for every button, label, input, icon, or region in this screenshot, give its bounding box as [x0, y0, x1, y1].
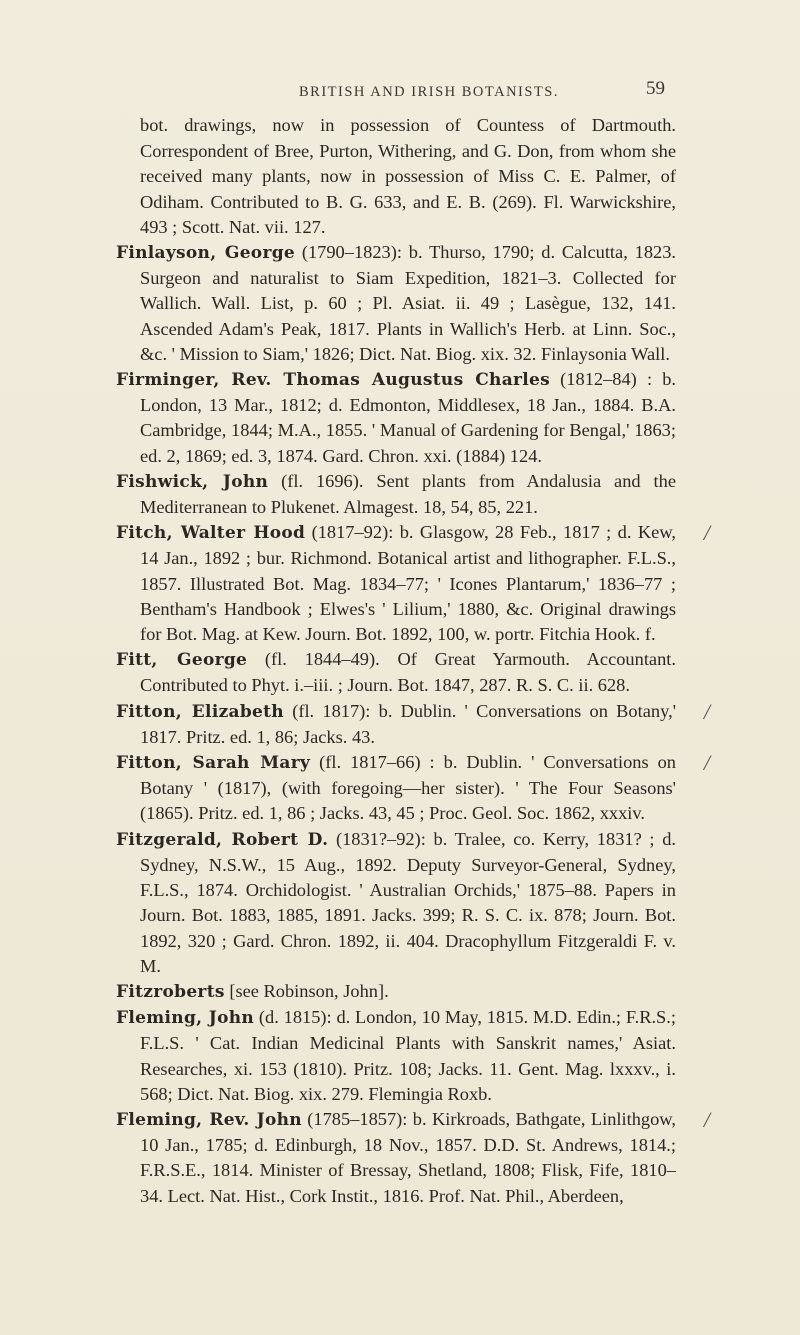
- entry-headword: Firminger, Rev. Thomas Augustus Charles: [116, 370, 551, 391]
- entry-headword: Fitt, George: [116, 650, 248, 671]
- entry-headword: Fleming, Rev. John: [116, 1109, 302, 1130]
- entry-firminger: [116, 367, 676, 469]
- entry-headword: Fitzgerald, Robert D.: [116, 829, 329, 850]
- entry-text: (1812–84) : b. London, 13 Mar., 1812; d. Edmonton, Middlesex, 18 Jan., 1884. B.A. Cambridge, 1844; M.A., 1855. ' Manual of Gardening for Bengal,' 1863; ed. 2, 1869; ed. 3, 1874. Gard. Chron. xxi. (1884) 124.: [140, 369, 676, 466]
- check-mark-icon: /: [703, 698, 710, 724]
- check-mark-icon: /: [703, 520, 710, 546]
- entry-fitton-elizabeth: [116, 698, 710, 750]
- check-mark-icon: /: [703, 750, 710, 776]
- entry-finlayson: [116, 240, 676, 367]
- entry-text: (fl. 1844–49). Of Great Yarmouth. Accountant. Contributed to Phyt. i.–iii. ; Journ. Bot. 1847, 287. R. S. C. ii. 628.: [140, 649, 676, 696]
- check-mark-icon: /: [703, 1106, 710, 1132]
- entry-headword: Fishwick, John: [116, 471, 269, 492]
- entry-text: [see Robinson, John].: [224, 980, 389, 1001]
- entry-list: [116, 113, 710, 1209]
- entry-fitzroberts: [116, 979, 676, 1005]
- entry-text: (1790–1823): b. Thurso, 1790; d. Calcutta, 1823. Surgeon and naturalist to Siam Expedition, 1821–3. Collected for Wallich. Wall. List, p. 60 ; Pl. Asiat. ii. 49 ; Lasègue, 132, 141. Ascended Adam's Peak, 1817. Plants in Wallich's Herb. at Linn. Soc., &c. ' Mission to Siam,' 1826; Dict. Nat. Biog. xix. 32. Finlaysonia Wall.: [140, 242, 676, 364]
- entry-headword: Fitton, Sarah Mary: [116, 753, 311, 774]
- entry-text: (d. 1815): d. London, 10 May, 1815. M.D. Edin.; F.R.S.; F.L.S. ' Cat. Indian Medicinal Plants with Sanskrit names,' Asiat. Researches, xi. 153 (1810). Pritz. 108; Jacks. 11. Gent. Mag. lxxxv., i. 568; Dict. Nat. Biog. xix. 279. Flemingia Roxb.: [140, 1007, 676, 1104]
- entry-fleming-rev-john: [116, 1106, 710, 1209]
- entry-continued: [116, 113, 676, 240]
- entry-fitt: [116, 647, 676, 698]
- running-head: BRITISH AND IRISH BOTANISTS.: [299, 84, 559, 100]
- entry-text: (1785–1857): b. Kirkroads, Bathgate, Linlithgow, 10 Jan., 1785; d. Edinburgh, 18 Nov., 1857. D.D. St. Andrews, 1814.; F.R.S.E., 1814. Minister of Bressay, Shetland, 1808; Flisk, Fife, 1810–34. Lect. Nat. Hist., Cork Instit., 1816. Prof. Nat. Phil., Aberdeen,: [140, 1108, 676, 1206]
- page-number: 59: [646, 78, 665, 99]
- entry-text: (fl. 1696). Sent plants from Andalusia and the Mediterranean to Plukenet. Almagest. 18, 54, 85, 221.: [140, 470, 676, 518]
- entry-text: (1831?–92): b. Tralee, co. Kerry, 1831? ; d. Sydney, N.S.W., 15 Aug., 1892. Deputy Surveyor-General, Sydney, F.L.S., 1874. Orchidologist. ' Australian Orchids,' 1875–88. Papers in Journ. Bot. 1883, 1885, 1891. Jacks. 399; R. S. C. ix. 878; Journ. Bot. 1892, 320 ; Gard. Chron. 1892, ii. 404. Dracophyllum Fitzgeraldi F. v. M.: [140, 828, 676, 976]
- entry-headword: Finlayson, George: [116, 243, 296, 264]
- entry-fitch: [116, 520, 710, 647]
- entry-text: (fl. 1817): b. Dublin. ' Conversations on Botany,' 1817. Pritz. ed. 1, 86; Jacks. 43.: [140, 700, 677, 747]
- entry-text: bot. drawings, now in possession of Countess of Dartmouth. Correspondent of Bree, Purton, Withering, and G. Don, from whom she received many plants, now in possession of Miss C. E. Palmer, of Odiham. Contributed to B. G. 633, and E. B. (269). Fl. Warwickshire, 493 ; Scott. Nat. vii. 127.: [140, 115, 676, 237]
- entry-fitzgerald: [116, 827, 676, 979]
- entry-text: (fl. 1817–66) : b. Dublin. ' Conversations on Botany ' (1817), (with foregoing—her sister). ' The Four Seasons' (1865). Pritz. ed. 1, 86 ; Jacks. 43, 45 ; Proc. Geol. Soc. 1862, xxxiv.: [140, 752, 676, 824]
- entry-fishwick: [116, 469, 676, 520]
- entry-text: (1817–92): b. Glasgow, 28 Feb., 1817 ; d. Kew, 14 Jan., 1892 ; bur. Richmond. Botanical artist and lithographer. F.L.S., 1857. Illustrated Bot. Mag. 1834–77; ' Icones Plantarum,' 1836–77 ; Bentham's Handbook ; Elwes's ' Lilium,' 1880, &c. Original drawings for Bot. Mag. at Kew. Journ. Bot. 1892, 100, w. portr. Fitchia Hook. f.: [140, 522, 676, 645]
- entry-headword: Fitzroberts: [116, 981, 225, 1002]
- entry-fitton-sarah: [116, 750, 710, 827]
- entry-headword: Fleming, John: [116, 1008, 255, 1029]
- entry-headword: Fitch, Walter Hood: [116, 523, 306, 544]
- entry-fleming-john: [116, 1005, 676, 1107]
- entry-headword: Fitton, Elizabeth: [116, 701, 284, 722]
